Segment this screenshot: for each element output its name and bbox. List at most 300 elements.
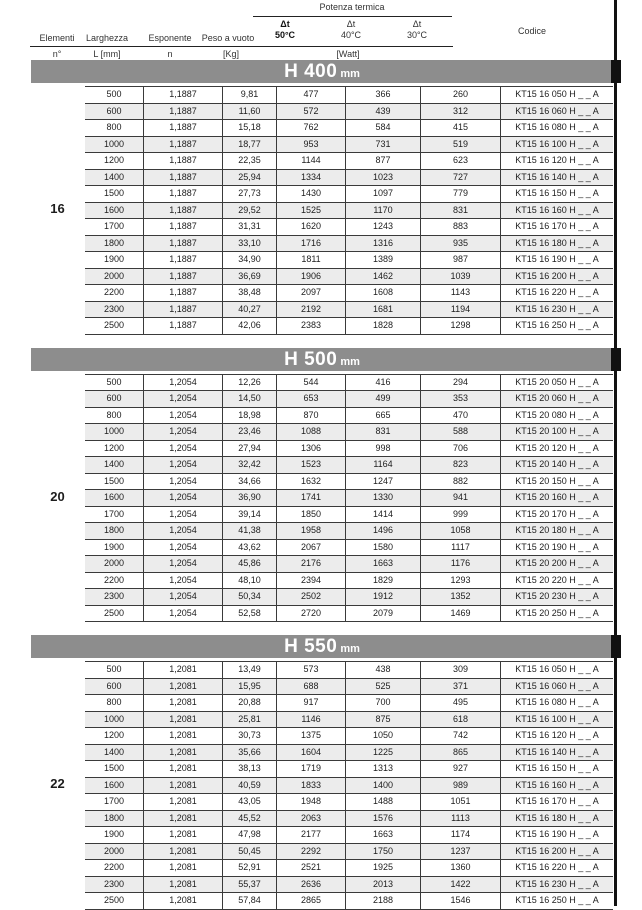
codice-value: KT15 20 050 H _ _ A	[500, 375, 613, 391]
unit-larghezza: L [mm]	[93, 49, 121, 59]
codice-value: KT15 20 230 H _ _ A	[500, 589, 613, 605]
section-rows	[85, 86, 613, 335]
peso-value: 9,81	[222, 87, 276, 103]
table-row	[85, 893, 613, 910]
watt-dt40-value: 1829	[345, 573, 420, 589]
watt-dt50-value: 870	[276, 408, 345, 424]
peso-value: 15,95	[222, 679, 276, 695]
watt-dt30-value: 309	[420, 662, 500, 678]
peso-value: 15,18	[222, 120, 276, 136]
larghezza-value: 1400	[103, 171, 125, 182]
table-row	[85, 252, 613, 269]
watt-dt30-value: 823	[420, 457, 500, 473]
watt-dt40-value: 1225	[345, 745, 420, 761]
esponente-value: 1,1887	[143, 87, 222, 103]
table-row	[85, 523, 613, 540]
watt-dt40-value: 1663	[345, 827, 420, 843]
watt-dt50-value: 688	[276, 679, 345, 695]
dt30-symbol: Δt	[412, 19, 422, 29]
esponente-value: 1,2054	[143, 540, 222, 556]
larghezza-value: 1400	[103, 746, 125, 757]
codice-value: KT15 16 120 H _ _ A	[500, 153, 613, 169]
watt-dt40-value: 1750	[345, 844, 420, 860]
col-header-dt40	[341, 19, 361, 41]
watt-dt40-value: 1330	[345, 490, 420, 506]
codice-value: KT15 16 050 H _ _ A	[500, 662, 613, 678]
peso-value: 43,05	[222, 794, 276, 810]
esponente-value: 1,2054	[143, 474, 222, 490]
peso-value: 45,86	[222, 556, 276, 572]
peso-value: 31,31	[222, 219, 276, 235]
watt-dt30-value: 727	[420, 170, 500, 186]
watt-dt40-value: 525	[345, 679, 420, 695]
esponente-value: 1,2054	[143, 573, 222, 589]
peso-value: 30,73	[222, 728, 276, 744]
larghezza-value: 500	[106, 664, 122, 674]
esponente-value: 1,1887	[143, 120, 222, 136]
larghezza-value: 2200	[103, 574, 125, 585]
watt-dt50-value: 1088	[276, 424, 345, 440]
watt-dt40-value: 1316	[345, 236, 420, 252]
watt-dt40-value: 1023	[345, 170, 420, 186]
table-row	[85, 153, 613, 170]
watt-dt50-value: 2720	[276, 606, 345, 622]
dt50-symbol: Δt	[280, 19, 290, 29]
codice-value: KT15 16 250 H _ _ A	[500, 318, 613, 334]
table-row	[85, 391, 613, 408]
watt-dt30-value: 883	[420, 219, 500, 235]
esponente-value: 1,2081	[143, 728, 222, 744]
peso-value: 25,94	[222, 170, 276, 186]
peso-value: 35,66	[222, 745, 276, 761]
watt-dt30-value: 1360	[420, 860, 500, 876]
larghezza-value: 2500	[103, 895, 125, 905]
watt-dt50-value: 2177	[276, 827, 345, 843]
codice-value: KT15 16 120 H _ _ A	[500, 728, 613, 744]
table-row	[85, 679, 613, 696]
section-title: H 400	[284, 61, 338, 82]
watt-dt50-value: 1334	[276, 170, 345, 186]
watt-dt50-value: 1958	[276, 523, 345, 539]
dt50-temp: 50°C	[274, 30, 296, 40]
codice-value: KT15 20 200 H _ _ A	[500, 556, 613, 572]
codice-value: KT15 16 150 H _ _ A	[500, 186, 613, 202]
larghezza-value: 1500	[103, 763, 125, 773]
table-row	[85, 811, 613, 828]
watt-dt50-value: 2063	[276, 811, 345, 827]
watt-dt40-value: 1313	[345, 761, 420, 777]
watt-dt40-value: 2079	[345, 606, 420, 622]
section-title-unit: mm	[340, 355, 360, 368]
codice-value: KT15 16 230 H _ _ A	[500, 302, 613, 318]
esponente-value: 1,1887	[143, 186, 222, 202]
larghezza-value: 1500	[103, 188, 125, 198]
peso-value: 52,91	[222, 860, 276, 876]
section-title: H 500	[284, 348, 338, 370]
codice-value: KT15 16 180 H _ _ A	[500, 236, 613, 252]
codice-value: KT15 16 100 H _ _ A	[500, 137, 613, 153]
codice-value: KT15 16 170 H _ _ A	[500, 219, 613, 235]
peso-value: 34,66	[222, 474, 276, 490]
peso-value: 14,50	[222, 391, 276, 407]
watt-dt40-value: 1164	[345, 457, 420, 473]
esponente-value: 1,2081	[143, 712, 222, 728]
table-row	[85, 490, 613, 507]
larghezza-value: 1700	[103, 508, 125, 519]
esponente-value: 1,2081	[143, 662, 222, 678]
esponente-value: 1,1887	[143, 203, 222, 219]
codice-value: KT15 16 160 H _ _ A	[500, 203, 613, 219]
esponente-value: 1,1887	[143, 302, 222, 318]
watt-dt30-value: 706	[420, 441, 500, 457]
codice-value: KT15 16 190 H _ _ A	[500, 252, 613, 268]
table-row	[85, 695, 613, 712]
peso-value: 20,88	[222, 695, 276, 711]
larghezza-value: 2300	[103, 878, 125, 889]
watt-dt50-value: 544	[276, 375, 345, 391]
watt-dt50-value: 1716	[276, 236, 345, 252]
watt-dt40-value: 438	[345, 662, 420, 678]
col-header-larghezza: Larghezza	[85, 33, 129, 43]
watt-dt30-value: 865	[420, 745, 500, 761]
peso-value: 57,84	[222, 893, 276, 909]
larghezza-value: 2200	[103, 862, 125, 872]
codice-value: KT15 20 180 H _ _ A	[500, 523, 613, 539]
peso-value: 18,98	[222, 408, 276, 424]
larghezza-value: 1800	[103, 237, 125, 248]
watt-dt30-value: 371	[420, 679, 500, 695]
watt-dt40-value: 1414	[345, 507, 420, 523]
esponente-value: 1,2081	[143, 745, 222, 761]
esponente-value: 1,1887	[143, 153, 222, 169]
codice-value: KT15 16 230 H _ _ A	[500, 877, 613, 893]
peso-value: 40,27	[222, 302, 276, 318]
codice-value: KT15 16 170 H _ _ A	[500, 794, 613, 810]
peso-value: 42,06	[222, 318, 276, 334]
esponente-value: 1,1887	[143, 269, 222, 285]
section-band-h500	[31, 348, 613, 371]
watt-dt30-value: 831	[420, 203, 500, 219]
codice-value: KT15 20 220 H _ _ A	[500, 573, 613, 589]
watt-dt50-value: 1850	[276, 507, 345, 523]
table-row	[85, 318, 613, 335]
table-row	[85, 302, 613, 319]
codice-value: KT15 20 120 H _ _ A	[500, 441, 613, 457]
peso-value: 38,13	[222, 761, 276, 777]
esponente-value: 1,2081	[143, 679, 222, 695]
watt-dt30-value: 312	[420, 104, 500, 120]
watt-dt40-value: 831	[345, 424, 420, 440]
watt-dt30-value: 618	[420, 712, 500, 728]
table-row	[85, 441, 613, 458]
watt-dt50-value: 2865	[276, 893, 345, 909]
col-header-esponente: Esponente	[148, 33, 192, 43]
section-title-unit: mm	[340, 68, 360, 80]
header-divider	[30, 46, 453, 47]
peso-value: 41,38	[222, 523, 276, 539]
section-band-h400	[31, 60, 613, 83]
watt-dt30-value: 1469	[420, 606, 500, 622]
codice-value: KT15 20 170 H _ _ A	[500, 507, 613, 523]
table-row	[85, 728, 613, 745]
watt-dt50-value: 2192	[276, 302, 345, 318]
peso-value: 27,73	[222, 186, 276, 202]
larghezza-value: 2300	[103, 303, 125, 314]
peso-value: 36,90	[222, 490, 276, 506]
watt-dt50-value: 2292	[276, 844, 345, 860]
watt-dt30-value: 1194	[420, 302, 500, 318]
section-title: H 550	[284, 636, 338, 657]
table-row	[85, 120, 613, 137]
watt-dt50-value: 1632	[276, 474, 345, 490]
watt-dt30-value: 1176	[420, 556, 500, 572]
codice-value: KT15 20 190 H _ _ A	[500, 540, 613, 556]
col-header-dt30	[407, 19, 427, 41]
watt-dt40-value: 877	[345, 153, 420, 169]
watt-dt40-value: 1828	[345, 318, 420, 334]
watt-dt30-value: 1113	[420, 811, 500, 827]
larghezza-value: 2300	[103, 591, 125, 601]
larghezza-value: 500	[106, 89, 122, 99]
watt-dt30-value: 779	[420, 186, 500, 202]
larghezza-value: 1900	[103, 541, 125, 552]
table-row	[85, 375, 613, 392]
esponente-value: 1,2054	[143, 523, 222, 539]
table-row	[85, 219, 613, 236]
watt-dt30-value: 294	[420, 375, 500, 391]
peso-value: 43,62	[222, 540, 276, 556]
peso-value: 52,58	[222, 606, 276, 622]
codice-value: KT15 16 060 H _ _ A	[500, 679, 613, 695]
larghezza-value: 1600	[103, 204, 125, 215]
table-row	[85, 794, 613, 811]
peso-value: 23,46	[222, 424, 276, 440]
larghezza-value: 600	[106, 680, 122, 691]
watt-dt30-value: 495	[420, 695, 500, 711]
peso-value: 50,45	[222, 844, 276, 860]
esponente-value: 1,2054	[143, 441, 222, 457]
codice-value: KT15 20 060 H _ _ A	[500, 391, 613, 407]
watt-dt50-value: 1144	[276, 153, 345, 169]
watt-dt50-value: 1620	[276, 219, 345, 235]
larghezza-value: 800	[106, 409, 122, 420]
watt-dt50-value: 1523	[276, 457, 345, 473]
codice-value: KT15 16 150 H _ _ A	[500, 761, 613, 777]
peso-value: 34,90	[222, 252, 276, 268]
codice-value: KT15 20 150 H _ _ A	[500, 474, 613, 490]
watt-dt30-value: 519	[420, 137, 500, 153]
esponente-value: 1,2054	[143, 507, 222, 523]
table-row	[85, 104, 613, 121]
peso-value: 12,26	[222, 375, 276, 391]
larghezza-value: 2000	[103, 845, 125, 856]
section-rows	[85, 374, 613, 623]
peso-value: 13,49	[222, 662, 276, 678]
watt-dt40-value: 1488	[345, 794, 420, 810]
watt-dt40-value: 1608	[345, 285, 420, 301]
watt-dt40-value: 2188	[345, 893, 420, 909]
esponente-value: 1,2081	[143, 794, 222, 810]
table-row	[85, 203, 613, 220]
esponente-value: 1,1887	[143, 236, 222, 252]
watt-dt40-value: 499	[345, 391, 420, 407]
table-row	[85, 186, 613, 203]
elementi-count: 16	[50, 201, 65, 217]
esponente-value: 1,1887	[143, 137, 222, 153]
codice-value: KT15 20 250 H _ _ A	[500, 606, 613, 622]
peso-value: 32,42	[222, 457, 276, 473]
watt-dt50-value: 2176	[276, 556, 345, 572]
table-row	[85, 137, 613, 154]
table-row	[85, 860, 613, 877]
larghezza-value: 1000	[103, 713, 125, 724]
larghezza-value: 1900	[103, 829, 125, 839]
larghezza-value: 1000	[103, 426, 125, 436]
table-row	[85, 573, 613, 590]
table-row	[85, 474, 613, 491]
watt-dt50-value: 1306	[276, 441, 345, 457]
codice-value: KT15 20 080 H _ _ A	[500, 408, 613, 424]
watt-dt40-value: 2013	[345, 877, 420, 893]
codice-value: KT15 16 100 H _ _ A	[500, 712, 613, 728]
watt-dt30-value: 987	[420, 252, 500, 268]
col-header-elementi: Elementi	[39, 33, 75, 43]
watt-dt40-value: 1681	[345, 302, 420, 318]
watt-dt30-value: 470	[420, 408, 500, 424]
watt-dt30-value: 1422	[420, 877, 500, 893]
codice-value: KT15 16 200 H _ _ A	[500, 269, 613, 285]
section-title-unit: mm	[340, 643, 360, 655]
watt-dt30-value: 941	[420, 490, 500, 506]
table-row	[85, 285, 613, 302]
table-row	[85, 424, 613, 441]
larghezza-value: 1000	[103, 138, 125, 149]
esponente-value: 1,2054	[143, 490, 222, 506]
table-row	[85, 778, 613, 795]
watt-dt40-value: 1400	[345, 778, 420, 794]
watt-dt40-value: 998	[345, 441, 420, 457]
watt-dt40-value: 1247	[345, 474, 420, 490]
peso-value: 55,37	[222, 877, 276, 893]
table-row	[85, 589, 613, 606]
watt-dt50-value: 953	[276, 137, 345, 153]
section-rows	[85, 661, 613, 910]
table-row	[85, 712, 613, 729]
esponente-value: 1,2081	[143, 695, 222, 711]
peso-value: 29,52	[222, 203, 276, 219]
watt-dt40-value: 665	[345, 408, 420, 424]
watt-dt30-value: 999	[420, 507, 500, 523]
esponente-value: 1,2081	[143, 778, 222, 794]
watt-dt50-value: 2067	[276, 540, 345, 556]
watt-dt30-value: 1143	[420, 285, 500, 301]
watt-dt50-value: 2097	[276, 285, 345, 301]
codice-value: KT15 16 140 H _ _ A	[500, 745, 613, 761]
watt-dt40-value: 1389	[345, 252, 420, 268]
esponente-value: 1,2081	[143, 761, 222, 777]
esponente-value: 1,2081	[143, 844, 222, 860]
larghezza-value: 2200	[103, 287, 125, 297]
watt-dt50-value: 1146	[276, 712, 345, 728]
table-row	[85, 170, 613, 187]
col-header-peso: Peso a vuoto	[201, 33, 255, 43]
col-header-codice: Codice	[517, 26, 547, 36]
watt-dt30-value: 927	[420, 761, 500, 777]
esponente-value: 1,2054	[143, 408, 222, 424]
esponente-value: 1,2081	[143, 811, 222, 827]
esponente-value: 1,1887	[143, 170, 222, 186]
esponente-value: 1,1887	[143, 252, 222, 268]
section-band-h550	[31, 635, 613, 658]
larghezza-value: 2000	[103, 558, 125, 568]
watt-dt40-value: 1580	[345, 540, 420, 556]
larghezza-value: 1400	[103, 459, 125, 469]
table-row	[85, 745, 613, 762]
table-row	[85, 556, 613, 573]
watt-dt30-value: 623	[420, 153, 500, 169]
watt-dt40-value: 875	[345, 712, 420, 728]
watt-dt50-value: 1375	[276, 728, 345, 744]
watt-dt50-value: 573	[276, 662, 345, 678]
watt-dt50-value: 572	[276, 104, 345, 120]
watt-dt30-value: 588	[420, 424, 500, 440]
esponente-value: 1,2081	[143, 877, 222, 893]
peso-value: 27,94	[222, 441, 276, 457]
watt-dt50-value: 1719	[276, 761, 345, 777]
table-row	[85, 761, 613, 778]
larghezza-value: 1600	[103, 492, 125, 502]
unit-peso: [Kg]	[222, 49, 240, 59]
watt-dt50-value: 477	[276, 87, 345, 103]
larghezza-value: 800	[106, 122, 122, 132]
watt-dt40-value: 1097	[345, 186, 420, 202]
table-row	[85, 827, 613, 844]
larghezza-value: 800	[106, 697, 122, 707]
watt-dt50-value: 2521	[276, 860, 345, 876]
dt30-temp: 30°C	[406, 30, 428, 40]
watt-dt40-value: 731	[345, 137, 420, 153]
watt-dt40-value: 416	[345, 375, 420, 391]
watt-dt30-value: 1237	[420, 844, 500, 860]
watt-dt40-value: 366	[345, 87, 420, 103]
watt-dt30-value: 1117	[420, 540, 500, 556]
table-row	[85, 606, 613, 623]
watt-dt30-value: 1039	[420, 269, 500, 285]
peso-value: 38,48	[222, 285, 276, 301]
esponente-value: 1,2081	[143, 827, 222, 843]
watt-dt30-value: 415	[420, 120, 500, 136]
elementi-count: 22	[50, 776, 65, 792]
codice-value: KT15 16 250 H _ _ A	[500, 893, 613, 909]
peso-value: 18,77	[222, 137, 276, 153]
larghezza-value: 2500	[103, 607, 125, 618]
larghezza-value: 1800	[103, 812, 125, 823]
esponente-value: 1,2054	[143, 375, 222, 391]
watt-dt50-value: 1430	[276, 186, 345, 202]
table-row	[85, 662, 613, 679]
watt-dt50-value: 2383	[276, 318, 345, 334]
esponente-value: 1,1887	[143, 318, 222, 334]
watt-dt30-value: 1546	[420, 893, 500, 909]
codice-value: KT15 16 180 H _ _ A	[500, 811, 613, 827]
watt-dt50-value: 1604	[276, 745, 345, 761]
dt40-temp: 40°C	[340, 30, 362, 40]
watt-dt50-value: 917	[276, 695, 345, 711]
larghezza-value: 1200	[103, 730, 125, 740]
codice-value: KT15 16 140 H _ _ A	[500, 170, 613, 186]
potenza-termica-divider	[253, 16, 452, 17]
codice-value: KT15 20 100 H _ _ A	[500, 424, 613, 440]
